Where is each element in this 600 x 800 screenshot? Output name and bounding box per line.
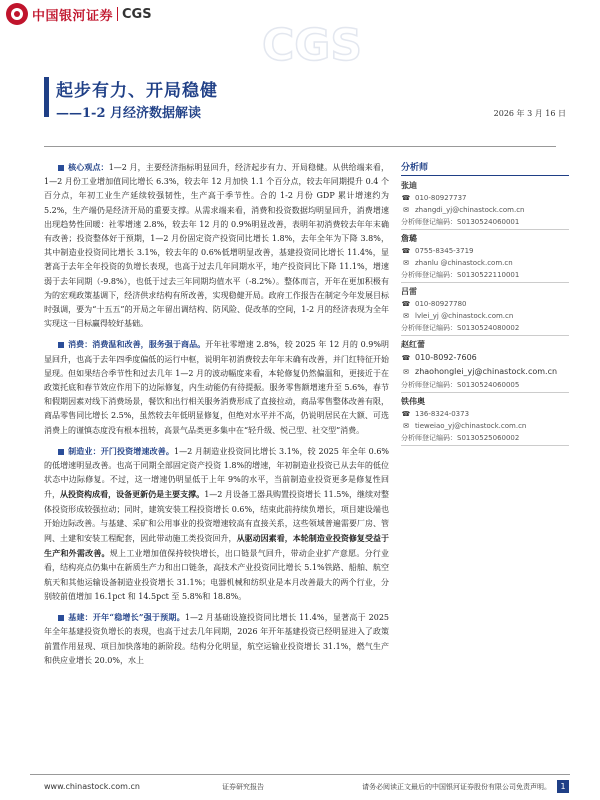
report-date: 2026 年 3 月 16 日 — [493, 109, 566, 118]
core-view-paragraph — [44, 160, 389, 331]
email-icon: ✉ — [403, 422, 409, 430]
page-title: 起步有力、开局稳健 — [56, 81, 218, 101]
phone-icon: ☎ — [401, 410, 411, 418]
analyst-card — [401, 232, 569, 283]
watermark-text: CGS — [262, 20, 363, 71]
title-accent-bar — [44, 77, 49, 117]
analyst-name: 铁伟奥 — [401, 397, 425, 406]
phone-icon: ☎ — [401, 354, 411, 362]
phone-icon: ☎ — [401, 300, 411, 308]
manufacturing-text-2: 1—2 月设备工器具购置投资增长 11.5%，继续对整体投资形成较强拉动；同时，建筑安装工程投资增长 0.6%，结束此前持续负增长，项目建设端也开始边际改善。与基建、采矿和公用事业的投资增速较高有直接关系，这些领域普遍需要厂房、管网、土建和安装工程配套，因此带动施工类投资回升， — [44, 490, 390, 544]
analyst-phone-row — [401, 351, 569, 365]
analyst-divider — [401, 392, 569, 393]
page-header — [0, 0, 600, 71]
manufacturing-lead: 制造业：开门投资增速改善。 — [68, 445, 175, 456]
email-icon: ✉ — [403, 368, 409, 376]
analyst-reg: 分析师登记编码：S0130524080002 — [401, 324, 520, 332]
core-view-lead: 核心观点： — [68, 162, 109, 172]
analyst-reg: 分析师登记编码：S0130522110001 — [401, 271, 520, 279]
analyst-email[interactable]: lvlei_yj @chinastock.com.cn — [415, 312, 514, 320]
analyst-sidebar — [401, 160, 569, 448]
analyst-divider — [401, 445, 569, 446]
analyst-email[interactable]: tieweiao_yj@chinastock.com.cn — [415, 422, 527, 430]
logo-icon — [6, 3, 28, 25]
footer-url[interactable]: www.chinastock.com.cn — [44, 782, 140, 791]
phone-icon: ☎ — [401, 194, 411, 202]
logo-cn-text: 中国银河证券 — [32, 8, 114, 24]
core-view-text: 1—2 月，主要经济指标明显回升，经济起步有力、开局稳健。从供给端来看，1—2 月份工业增加值同比增长 6.3%，较去年 12 月加快 1.1 个百分点，较去年同期提升 0.4 个百分点，年初工业生产延续较强韧性，生产高于季节性。合的 1-2 月份 GDP 累计增速约为 5.2%，生产端仍是经济开局的重要支撑。从需求端来看，消费和投资数据均明显回升，消费增速出现趋势性回暖：社零增速 2.8%，较去年 12 月的 0.9%明显改善，表明年初消费较去年年末确有改善；投资整体好于预期，1—2 月份固定资产投资同比增长 1.8%，去年全年为下降 3.8%，其中制造业投资同比增长 3.1%，较去年的 0.6%低增明显改善，基建投资同比增长 11.4%，显著高于去年全年投资的负增长表现，也高于过去几年同期水平，地产投资同比下降 11.1%，增速弱于去年同期（-9.8%），也低于过去三年同期均值水平（-8.2%）。整体而言，开年在更加积极有为的宏观政策基调下，经济供求结构有所改善，实现稳健开局。政府工作报告在制定今年发展目标时强调，要为“十五五”的开局之年留出调结构、防风险、促改革的空间，1-2 月的经济表现为全年实现这一目标赢得较好基础。 — [44, 163, 389, 329]
email-icon: ✉ — [403, 259, 409, 267]
phone-icon: ☎ — [401, 247, 411, 255]
company-logo — [6, 3, 152, 25]
analyst-card — [401, 285, 569, 336]
analyst-name: 张迪 — [401, 181, 417, 190]
analyst-reg: 分析师登记编码：S0130525060002 — [401, 434, 520, 442]
footer-divider — [30, 774, 570, 775]
footer-report-type: 证券研究报告 — [222, 783, 264, 791]
analyst-email-row — [401, 257, 569, 269]
email-icon: ✉ — [403, 206, 409, 214]
manufacturing-paragraph — [44, 444, 389, 604]
page-footer — [0, 772, 600, 800]
infrastructure-paragraph — [44, 610, 389, 668]
analyst-email-row — [401, 310, 569, 322]
manufacturing-text-3: 规上工业增加值保持较快增长，出口链景气回升，带动企业扩产意愿。分行业看，结构亮点仍集中在新质生产力和出口链条，高技术产业投资同比增长 5.1%铁路、船舶、航空航天和其他运输设备制造业投资增长 31.1%；电器机械和纺织业是本月改善最大的两个行业，分别较前值增加 16.1pct 和 14.5pct 至 5.8%和 18.8%。 — [44, 549, 390, 601]
consumption-lead: 消费：消费温和改善，服务强于商品。 — [68, 339, 206, 350]
analyst-name: 吕雷 — [401, 287, 417, 296]
analyst-phone: 010-80927780 — [415, 300, 467, 308]
bullet-square-icon — [58, 165, 64, 171]
analyst-phone-row — [401, 298, 569, 310]
analyst-email-row — [401, 365, 569, 379]
infrastructure-lead: 基建：开年“稳增长”强于预期。 — [68, 612, 185, 623]
analyst-name: 詹璐 — [401, 234, 417, 243]
consumption-text: 开年社零增速 2.8%，较 2025 年 12 月的 0.9%明显回升，也高于去年四季度偏低的运行中枢，说明年初消费较去年年末确有改善，并门红特征开始显现。但如果结合季节性和过去几年 1—2 月的波动幅度来看，本轮修复仍然偏温和，更接近于在政策托底和春节效应作用下的边际修复，内生动能仍有待提振。服务零售额增速升至 5.6%，春节和假期因素对线下消费场景，餐饮和出行相关服务消费形成了直接拉动，商品零售整体改善有限，商品零售同比增长 2.5%，虽然较去年低明显修复，但绝对水平并不高，仍说明居民在大额、可选消费上的谨慎态度没有根本扭转，高景气品类更多集中在“轻升级、悦己型、社交型”消费。 — [44, 340, 390, 435]
analyst-email[interactable]: zhaohonglei_yj@chinastock.com.cn — [415, 367, 558, 376]
analyst-divider — [401, 335, 569, 336]
analyst-phone: 0755-8345-3719 — [415, 247, 474, 255]
analyst-divider — [401, 229, 569, 230]
analyst-card — [401, 338, 569, 393]
analyst-phone-row — [401, 408, 569, 420]
email-icon: ✉ — [403, 312, 409, 320]
page-number: 1 — [557, 780, 569, 793]
bullet-square-icon — [58, 342, 64, 348]
analyst-divider — [401, 282, 569, 283]
manufacturing-text-1: 1—2 月制造业投资同比增长 3.1%，较 2025 年全年 0.6%的低增速明显改善。也高于同期全部固定资产投资 1.8%的增速，年初制造业投资已从去年的低位状态中边际修复。不过，这一增速仍明显低于上年 9%的水平，当前制造业投资更多是修复性回升， — [44, 446, 390, 500]
analyst-reg: 分析师登记编码：S0130524060001 — [401, 218, 520, 226]
report-body — [44, 160, 389, 674]
bullet-square-icon — [58, 449, 64, 455]
analyst-name: 赵红蕾 — [401, 340, 425, 349]
manufacturing-bold-1: 从投资构成看，设备更新仍是主要支撑。 — [60, 489, 205, 500]
analyst-phone-row — [401, 192, 569, 204]
footer-disclaimer: 请务必阅读正文最后的中国银河证券股份有限公司免责声明。 — [362, 783, 551, 791]
analyst-reg: 分析师登记编码：S0130524060005 — [401, 381, 520, 389]
logo-en-text: CGS — [122, 6, 152, 22]
analyst-email[interactable]: zhangdi_yj@chinastock.com.cn — [415, 206, 525, 214]
analyst-phone: 010-8092-7606 — [415, 353, 477, 362]
bullet-square-icon — [58, 615, 64, 621]
analyst-phone: 136-8324-0373 — [415, 410, 470, 418]
analyst-phone-row — [401, 245, 569, 257]
page-subtitle: ——1-2 月经济数据解读 — [56, 106, 202, 121]
analyst-card — [401, 395, 569, 446]
analyst-email-row — [401, 420, 569, 432]
watermark-icon — [258, 0, 363, 71]
consumption-paragraph — [44, 337, 389, 437]
infrastructure-text: 1—2 月基础设施投资同比增长 11.4%，显著高于 2025 年全年基建投资负增长的表现，也高于过去几年同期，2026 年开年基建投资已经明显进入了政策前置作用显现、项目加快落地的新阶段。结构分化明显，航空运输业投资增长 31.1%，燃气生产和供应业增长 20.0%，水上 — [44, 613, 389, 665]
manufacturing-bold-2: 从驱动因素看，本轮制造业投资修复受益于生产和外需改善。 — [44, 533, 390, 559]
analyst-phone: 010-80927737 — [415, 194, 467, 202]
analyst-email[interactable]: zhanlu @chinastock.com.cn — [415, 259, 513, 267]
analyst-email-row — [401, 204, 569, 216]
analyst-card — [401, 179, 569, 230]
logo-divider — [117, 7, 118, 21]
sidebar-title: 分析师 — [401, 160, 569, 176]
title-divider — [44, 146, 556, 147]
